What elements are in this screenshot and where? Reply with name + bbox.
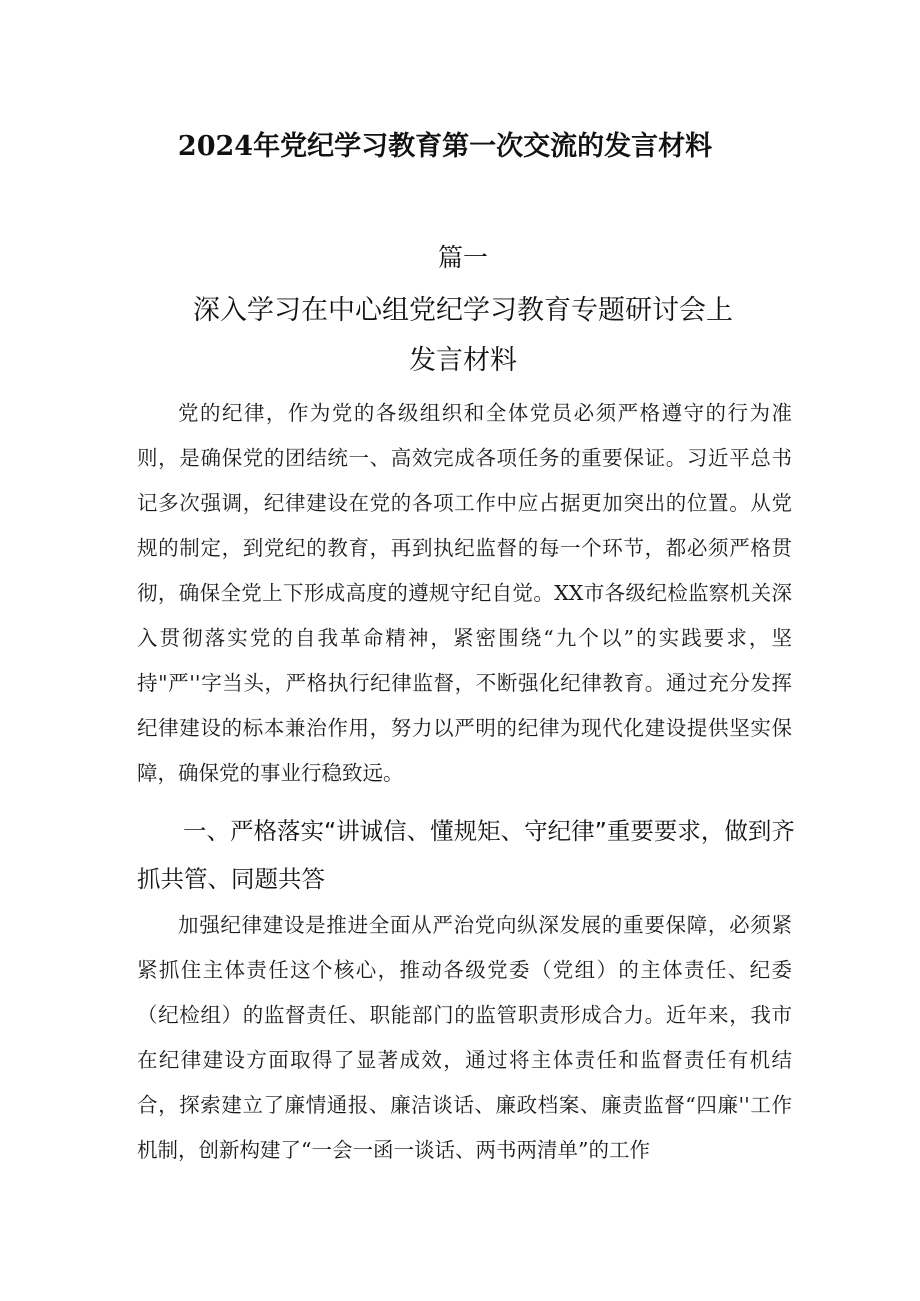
document-title: 2024年党纪学习教育第一次交流的发言材料 <box>177 131 713 162</box>
subtitle-line-2: 发言材料 <box>409 345 517 376</box>
body-paragraph-1: 党的纪律，作为党的各级组织和全体党员必须严格遵守的行为准则，是确保党的团结统一、高效完成各项任务的重要保证。习近平总书记多次强调，纪律建设在党的各项工作中应占据更加突出的位置。从党规的制定，到党纪的教育，再到执纪监督的每一个环节，都必须严格贯彻，确保全党上下形成高度的遵规守纪自觉。XX市各级纪检监察机关深入贯彻落实党的自我革命精神，紧密围绕“九个以”的实践要求，坚持"严''字当头，严格执行纪律监督，不断强化纪律教育。通过充分发挥纪律建设的标本兼治作用，努力以严明的纪律为现代化建设提供坚实保障，确保党的事业行稳致远。 <box>137 401 792 785</box>
body-paragraph-2: 加强纪律建设是推进全面从严治党向纵深发展的重要保障，必须紧紧抓住主体责任这个核心，推动各级党委（党组）的主体责任、纪委（纪检组）的监督责任、职能部门的监管职责形成合力。近年来，我市在纪律建设方面取得了显著成效，通过将主体责任和监督责任有机结合，探索建立了廉情通报、廉洁谈话、廉政档案、廉责监督“四廉''工作机制，创新构建了“一会一函一谈话、两书两清单”的工作 <box>137 913 792 1162</box>
section-label: 篇一 <box>437 243 488 272</box>
subtitle-line-1: 深入学习在中心组党纪学习教育专题研讨会上 <box>193 295 733 326</box>
section-heading-1: 一、严格落实“讲诚信、懂规矩、守纪律”重要要求，做到齐抓共管、同题共答 <box>137 817 795 893</box>
